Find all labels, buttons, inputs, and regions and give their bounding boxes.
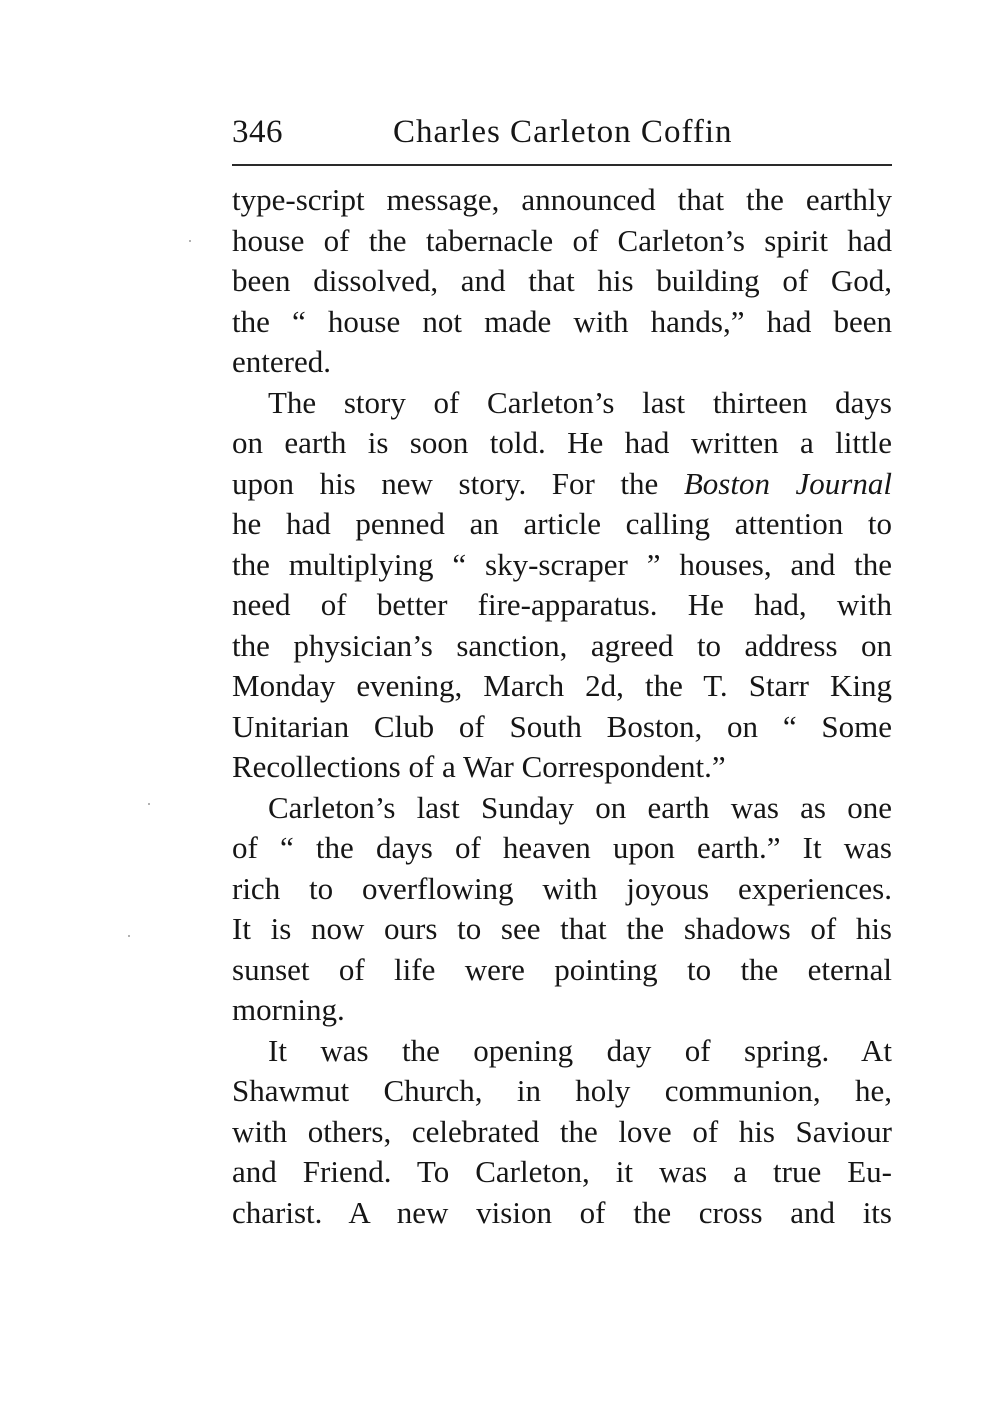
italic-title: Boston Journal: [683, 465, 892, 501]
text-line: Recollections of a War Correspondent.”: [232, 749, 726, 784]
text-line: house of the tabernacle of Carleton’s spirit had: [232, 222, 892, 258]
page-header: [232, 108, 892, 156]
text-line: the multiplying “ sky-scraper ” houses, and the: [232, 546, 892, 582]
scan-speck: [148, 803, 150, 805]
text-line: rich to overflowing with joyous experiences.: [232, 870, 892, 906]
text-line: Monday evening, March 2d, the T. Starr King: [232, 668, 892, 703]
text-line: with others, celebrated the love of his Saviour: [232, 1113, 892, 1149]
text-line: The story of Carleton’s last thirteen days: [268, 384, 892, 420]
page-number: 346: [232, 114, 283, 150]
running-title: Charles Carleton Coffin: [393, 114, 733, 150]
text-line: need of better fire-apparatus. He had, with: [232, 587, 892, 622]
text-line: the physician’s sanction, agreed to address on: [232, 627, 892, 663]
text-line: on earth is soon told. He had written a little: [232, 425, 892, 460]
text-line: Unitarian Club of South Boston, on “ Some: [232, 708, 892, 744]
text-line: he had penned an article calling attention to: [232, 506, 892, 541]
text-line: entered.: [232, 344, 331, 379]
text-line: It was the opening day of spring. At: [268, 1032, 892, 1068]
body-text: [232, 180, 892, 1233]
text-line: been dissolved, and that his building of God,: [232, 263, 892, 298]
text-line: and Friend. To Carleton, it was a true Eu-: [232, 1154, 892, 1189]
text-line: Carleton’s last Sunday on earth was as one: [268, 789, 892, 825]
text-span: upon his new story. For the: [232, 465, 684, 501]
text-line: [232, 464, 892, 505]
text-line: of “ the days of heaven upon earth.” It was: [232, 830, 892, 865]
scan-speck: [189, 240, 191, 242]
text-line: sunset of life were pointing to the eternal: [232, 951, 892, 987]
text-line: Shawmut Church, in holy communion, he,: [232, 1073, 892, 1108]
text-line: type-script message, announced that the earthly: [232, 182, 892, 217]
text-line: charist. A new vision of the cross and its: [232, 1194, 892, 1230]
header-rule: [232, 164, 892, 166]
scan-speck: [128, 935, 130, 937]
text-line: It is now ours to see that the shadows of his: [232, 911, 892, 946]
text-line: morning.: [232, 992, 345, 1027]
text-line: the “ house not made with hands,” had been: [232, 303, 892, 339]
